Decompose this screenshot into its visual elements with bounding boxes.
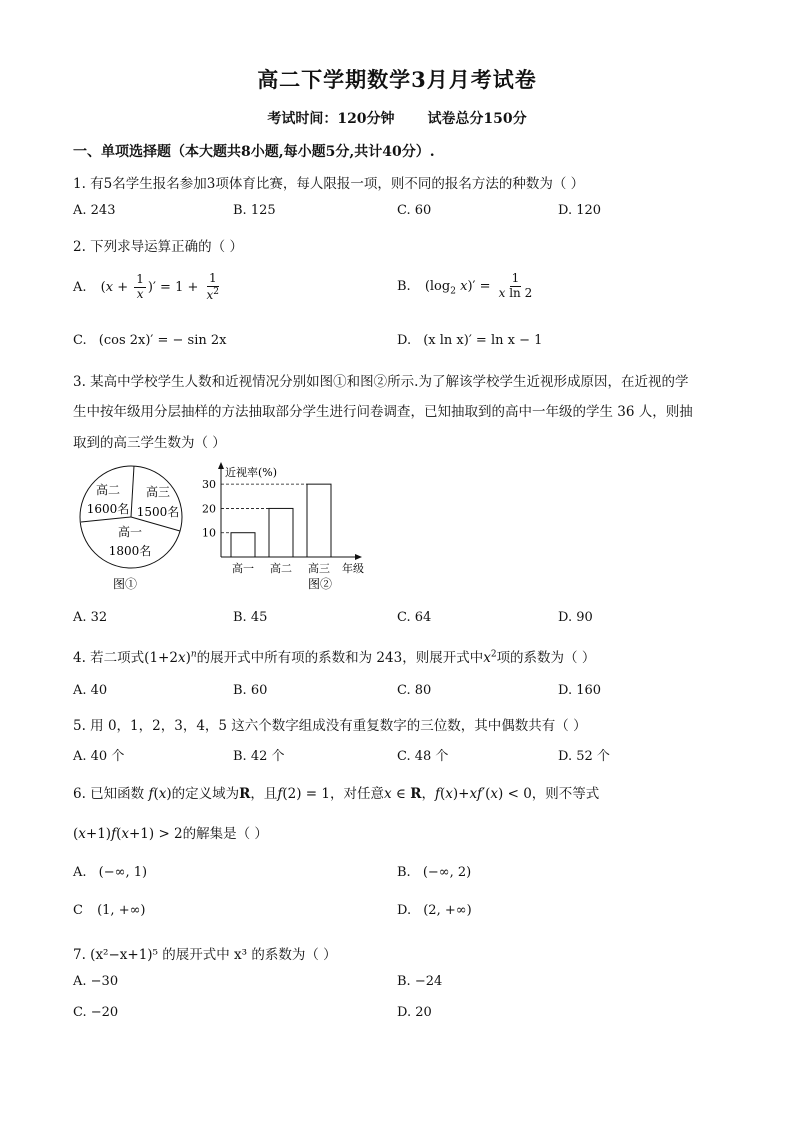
q1-option-a: A. 243 [73,203,116,218]
q2-option-a-label: A. [73,279,87,295]
q6-text-a: 6. 已知函数 [73,786,145,802]
exam-title: 高二下学期数学3月月考试卷 [257,67,537,92]
q6-text-c: ，且 [250,786,278,802]
q7-option-c: C. −20 [73,1005,119,1020]
q6-option-b [397,865,471,880]
q6-option-c-value: (1, +∞) [97,903,146,918]
q6-inequality: (x+1)f(x+1) > 2 [73,826,183,842]
bar-caption: 图② [307,577,333,591]
q7-option-b: B. −24 [397,974,443,989]
q1-option-c: C. 60 [397,203,432,218]
q6-option-c-label: C [73,903,83,918]
question-2-stem: 2. 下列求导运算正确的（ ） [73,239,243,255]
q2-option-d-formula: (x ln x)′ = ln x − 1 [423,333,543,348]
q6-text-b: 的定义域为 [171,786,240,802]
q6-option-c [73,903,146,918]
q7-option-d: D. 20 [397,1005,432,1020]
bar-y-tick-label: 10 [202,526,216,540]
q2-option-d-label: D. [397,333,412,348]
question-5-stem: 5. 用 0，1，2，3，4，5 这六个数字组成没有重复数字的三位数，其中偶数共有（ ） [73,718,587,734]
exam-time: 考试时间：120分钟 [267,111,395,127]
q2-option-b [397,272,536,301]
q5-option-c: C. 48 个 [397,749,449,764]
bar-category-label: 高一 [232,562,254,575]
q1-option-b: B. 125 [233,203,276,218]
q6-option-a-value: (−∞, 1) [98,865,148,880]
q3-option-b: B. 45 [233,610,268,625]
bar-category-label: 高二 [270,562,292,575]
question-4-stem: 4. 若二项式$(1+2x)^n$的展开式中所有项的系数和为 243，则展开式中$x^2$项的系数为（ ） [73,649,596,666]
question-3-line-3: 取到的高三学生数为（ ） [73,435,226,451]
bar-高一 [231,533,255,557]
exam-subtitle [0,108,794,128]
q2-option-a [73,272,223,303]
q2-option-c-formula: (cos 2x)′ = − sin 2x [98,333,227,348]
q6-text-e: ， [421,786,435,802]
q6-text-d: ，对任意 [330,786,384,802]
q5-option-b: B. 42 个 [233,749,285,764]
bar-category-label: 高三 [308,562,330,575]
question-1-stem: 1. 有5名学生报名参加3项体育比赛，每人限报一项，则不同的报名方法的种数为（ ） [73,176,585,192]
q6-option-a-label: A. [73,865,87,880]
pie-divider-top [131,466,134,517]
q6-option-d-value: (2, +∞) [423,903,472,918]
question-6-line-1: 6. 已知函数 f(x)的定义域为R，且f(2) = 1，对任意x ∈ R，f(x)+xf′(x) < 0，则不等式 [73,786,600,802]
q4-binomial: $(1+2x)^n$ [144,649,197,666]
pie-value-grade2: 1600名 [86,502,130,516]
q2-option-c [73,333,227,348]
q5-option-d: D. 52 个 [558,749,610,764]
q4-option-b: B. 60 [233,683,268,698]
bar-y-axis-label: 近视率(%) [225,466,278,479]
q5-option-a: A. 40 个 [73,749,125,764]
pie-divider-left [81,517,131,522]
question-6-line-2 [73,822,268,842]
q2-option-b-formula: ($\log_2$ x)′ = $\frac{1}{\text{x ln 2}}$ [424,271,533,300]
q4-term: x [483,650,491,666]
q4-stem-post: 的展开式中所有项的系数和为 243，则展开式中 [196,650,484,666]
pie-chart [80,466,182,591]
bar-x-axis-arrow [355,554,362,560]
question-7-stem: 7. (x²−x+1)⁵ 的展开式中 x³ 的系数为（ ） [73,947,337,963]
q2-option-c-label: C. [73,333,87,348]
pie-label-grade2: 高二 [95,483,121,497]
bar-chart [202,462,364,591]
pie-value-grade3: 1500名 [136,505,180,519]
q6-option-b-label: B. [397,865,411,880]
q6-option-d [397,903,472,918]
question-3-line-1: 3. 某高中学校学生人数和近视情况分别如图①和图②所示.为了解该学校学生近视形成原因，在近视的学 [73,374,689,390]
bar-高二 [269,508,293,557]
q4-option-c: C. 80 [397,683,432,698]
q1-option-d: D. 120 [558,203,602,218]
q4-option-a: A. 40 [73,683,108,698]
q6-option-b-value: (−∞, 2) [422,865,472,880]
pie-value-grade1: 1800名 [108,544,152,558]
bar-高三 [307,484,331,557]
q6-option-a [73,865,147,880]
bar-y-axis-arrow [218,462,224,469]
q6-condition: f(x)+xf′(x) < 0 [434,786,532,802]
pie-label-grade3: 高三 [145,485,171,499]
q2-option-a-formula: (x + $\frac{1}{x}$ )′ = 1 + $\frac{1}{x^2}$ [100,271,220,302]
q4-stem-end: 项的系数为（ ） [496,650,596,666]
q6-option-d-label: D. [397,903,412,918]
q3-option-c: C. 64 [397,610,432,625]
bar-x-axis-label: 年级 [342,562,364,575]
q2-option-b-label: B. [397,278,411,294]
q6-text-f: ，则不等式 [531,786,600,802]
q6-fx: f(x) [148,786,172,802]
q3-option-d: D. 90 [558,610,593,625]
q6-text-g: 的解集是（ ） [182,826,268,842]
bar-y-tick-label: 30 [202,478,216,492]
question-3-line-2: 生中按年级用分层抽样的方法抽取部分学生进行问卷调查，已知抽取到的高中一年级的学生 36 人，则抽 [73,404,693,420]
q4-option-d: D. 160 [558,683,602,698]
q2-option-d [397,333,542,348]
pie-caption: 图① [112,577,138,591]
q4-stem-pre: 4. 若二项式 [73,650,145,666]
exam-total-score: 试卷总分150分 [427,111,527,127]
q3-figures [70,460,390,600]
bar-y-tick-label: 20 [202,502,216,516]
section-heading: 一、单项选择题（本大题共8小题,每小题5分,共计40分）. [73,144,435,160]
q3-option-a: A. 32 [73,610,108,625]
pie-label-grade1: 高一 [117,525,143,539]
q7-option-a: A. −30 [73,974,119,989]
